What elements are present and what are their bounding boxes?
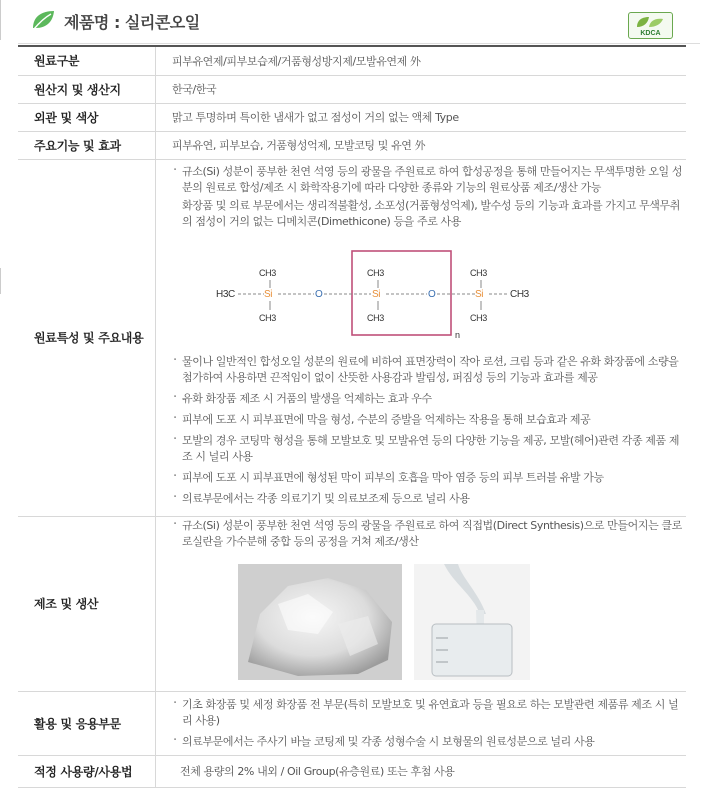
table-row: [18, 159, 686, 516]
bullet-item: · 피부에 도포 시 피부표면에 막을 형성, 수분의 증발을 억제하는 작용을 통해 보습효과 제공: [172, 412, 685, 428]
left-edge-mark: [0, 0, 1, 40]
bullet-item: · 유화 화장품 제조 시 거품의 발생을 억제하는 효과 우수: [172, 391, 685, 407]
silicone-oil-pouring-image: [414, 564, 530, 680]
logo-text: KDCA: [640, 30, 661, 37]
row-label: 적정 사용량/사용법: [18, 755, 156, 787]
row-label: 주요기능 및 효과: [18, 131, 156, 159]
table-row: [18, 755, 686, 787]
bullet-item: · 기초 화장품 및 세정 화장품 전 부문(특히 모발보호 및 유연효과 등을 필요로 하는 모발관련 제품류 제조 시 널리 사용): [172, 697, 685, 729]
row-value: [156, 159, 687, 516]
methyl-right: CH3: [510, 288, 529, 300]
methyl-bottom: CH3: [259, 312, 276, 323]
methyl-top: CH3: [367, 267, 384, 278]
product-header: [18, 0, 700, 44]
table-row: [18, 516, 686, 691]
table-row: [18, 46, 686, 75]
methyl-bottom: CH3: [367, 312, 384, 323]
spec-table: [18, 45, 686, 788]
dimethicone-structure-diagram: [214, 244, 544, 344]
bullet-item: · 의료부문에서는 주사기 바늘 코팅제 및 각종 성형수술 시 보형물의 원료성분으로 널리 사용: [172, 734, 685, 750]
oxygen-atom: O: [315, 288, 323, 300]
kdca-logo: [628, 12, 673, 39]
methyl-top: CH3: [259, 267, 276, 278]
row-value: 피부유연제/피부보습제/거품형성방지제/모발유연제 外: [156, 46, 687, 75]
repeat-count-label: n: [455, 329, 460, 340]
left-edge-mark: [0, 268, 1, 294]
table-row: [18, 103, 686, 131]
si-atom: Si: [264, 288, 273, 300]
table-row: [18, 75, 686, 103]
methyl-left: H3C: [216, 288, 235, 300]
table-row: [18, 691, 686, 755]
feature-bullet-list: [172, 354, 685, 507]
bullet-item: · 규소(Si) 성분이 풍부한 천연 석영 등의 광물을 주원료로 하여 합성공정을 통해 만들어지는 무색투명한 오일 성분의 원료로 합성/제조 시 화학작용기에 따라 다양한 종류와 기능의 원료상품 제조/생산 가능: [172, 164, 685, 196]
bullet-item: · 규소(Si) 성분이 풍부한 천연 석영 등의 광물을 주원료로 하여 직접법(Direct Synthesis)으로 만들어지는 클로로실란을 가수분해 중합 등의 공정을 거쳐 제조/생산: [172, 518, 685, 550]
production-images: [238, 564, 685, 680]
leaf-icon: [30, 9, 56, 31]
bullet-item: · 물이나 일반적인 합성오일 성분의 원료에 비하여 표면장력이 작아 로션, 크림 등과 같은 유화 화장품에 소량을 첨가하여 사용하면 끈적임이 없이 산뜻한 사용감과 발림성, 퍼짐성 등의 기능과 효과를 제공: [172, 354, 685, 386]
table-row: [18, 131, 686, 159]
row-label: 제조 및 생산: [18, 516, 156, 691]
raw-quartz-image: [238, 564, 402, 680]
row-value: 맑고 투명하며 특이한 냄새가 없고 점성이 거의 없는 액체 Type: [156, 103, 687, 131]
product-title: 제품명 : 실리콘오일: [64, 13, 200, 32]
intro-paragraph: 화장품 및 의료 부문에서는 생리적불활성, 소포성(거품형성억제), 발수성 등의 기능과 효과를 가지고 무색무취의 점성이 거의 없는 디메치콘(Dimethicone) 등을 주로 사용: [182, 198, 680, 228]
bullet-item: · 피부에 도포 시 피부표면에 형성된 막이 피부의 호흡을 막아 염증 등의 피부 트러블 유발 가능: [172, 470, 685, 486]
row-value: [156, 516, 687, 691]
row-value: 전체 용량의 2% 내외 / Oil Group(유층원료) 또는 후첨 사용: [156, 755, 687, 787]
row-label: 원료특성 및 주요내용: [18, 159, 156, 516]
row-value: 피부유연, 피부보습, 거품형성억제, 모발코팅 및 유연 外: [156, 131, 687, 159]
methyl-top: CH3: [470, 267, 487, 278]
row-label: 외관 및 색상: [18, 103, 156, 131]
methyl-bottom: CH3: [470, 312, 487, 323]
logo-leaf-icon: [629, 14, 672, 29]
oxygen-atom: O: [428, 288, 436, 300]
row-value: [156, 691, 687, 755]
row-value: 한국/한국: [156, 75, 687, 103]
row-label: 활용 및 응용부문: [18, 691, 156, 755]
bullet-item: · 모발의 경우 코팅막 형성을 통해 모발보호 및 모발유연 등의 다양한 기능을 제공, 모발(헤어)관련 각종 제품 제조 시 널리 사용: [172, 433, 685, 465]
row-label: 원료구분: [18, 46, 156, 75]
si-atom: Si: [475, 288, 484, 300]
si-atom: Si: [372, 288, 381, 300]
bullet-item: · 의료부문에서는 각종 의료기기 및 의료보조제 등으로 널리 사용: [172, 491, 685, 507]
row-label: 원산지 및 생산지: [18, 75, 156, 103]
